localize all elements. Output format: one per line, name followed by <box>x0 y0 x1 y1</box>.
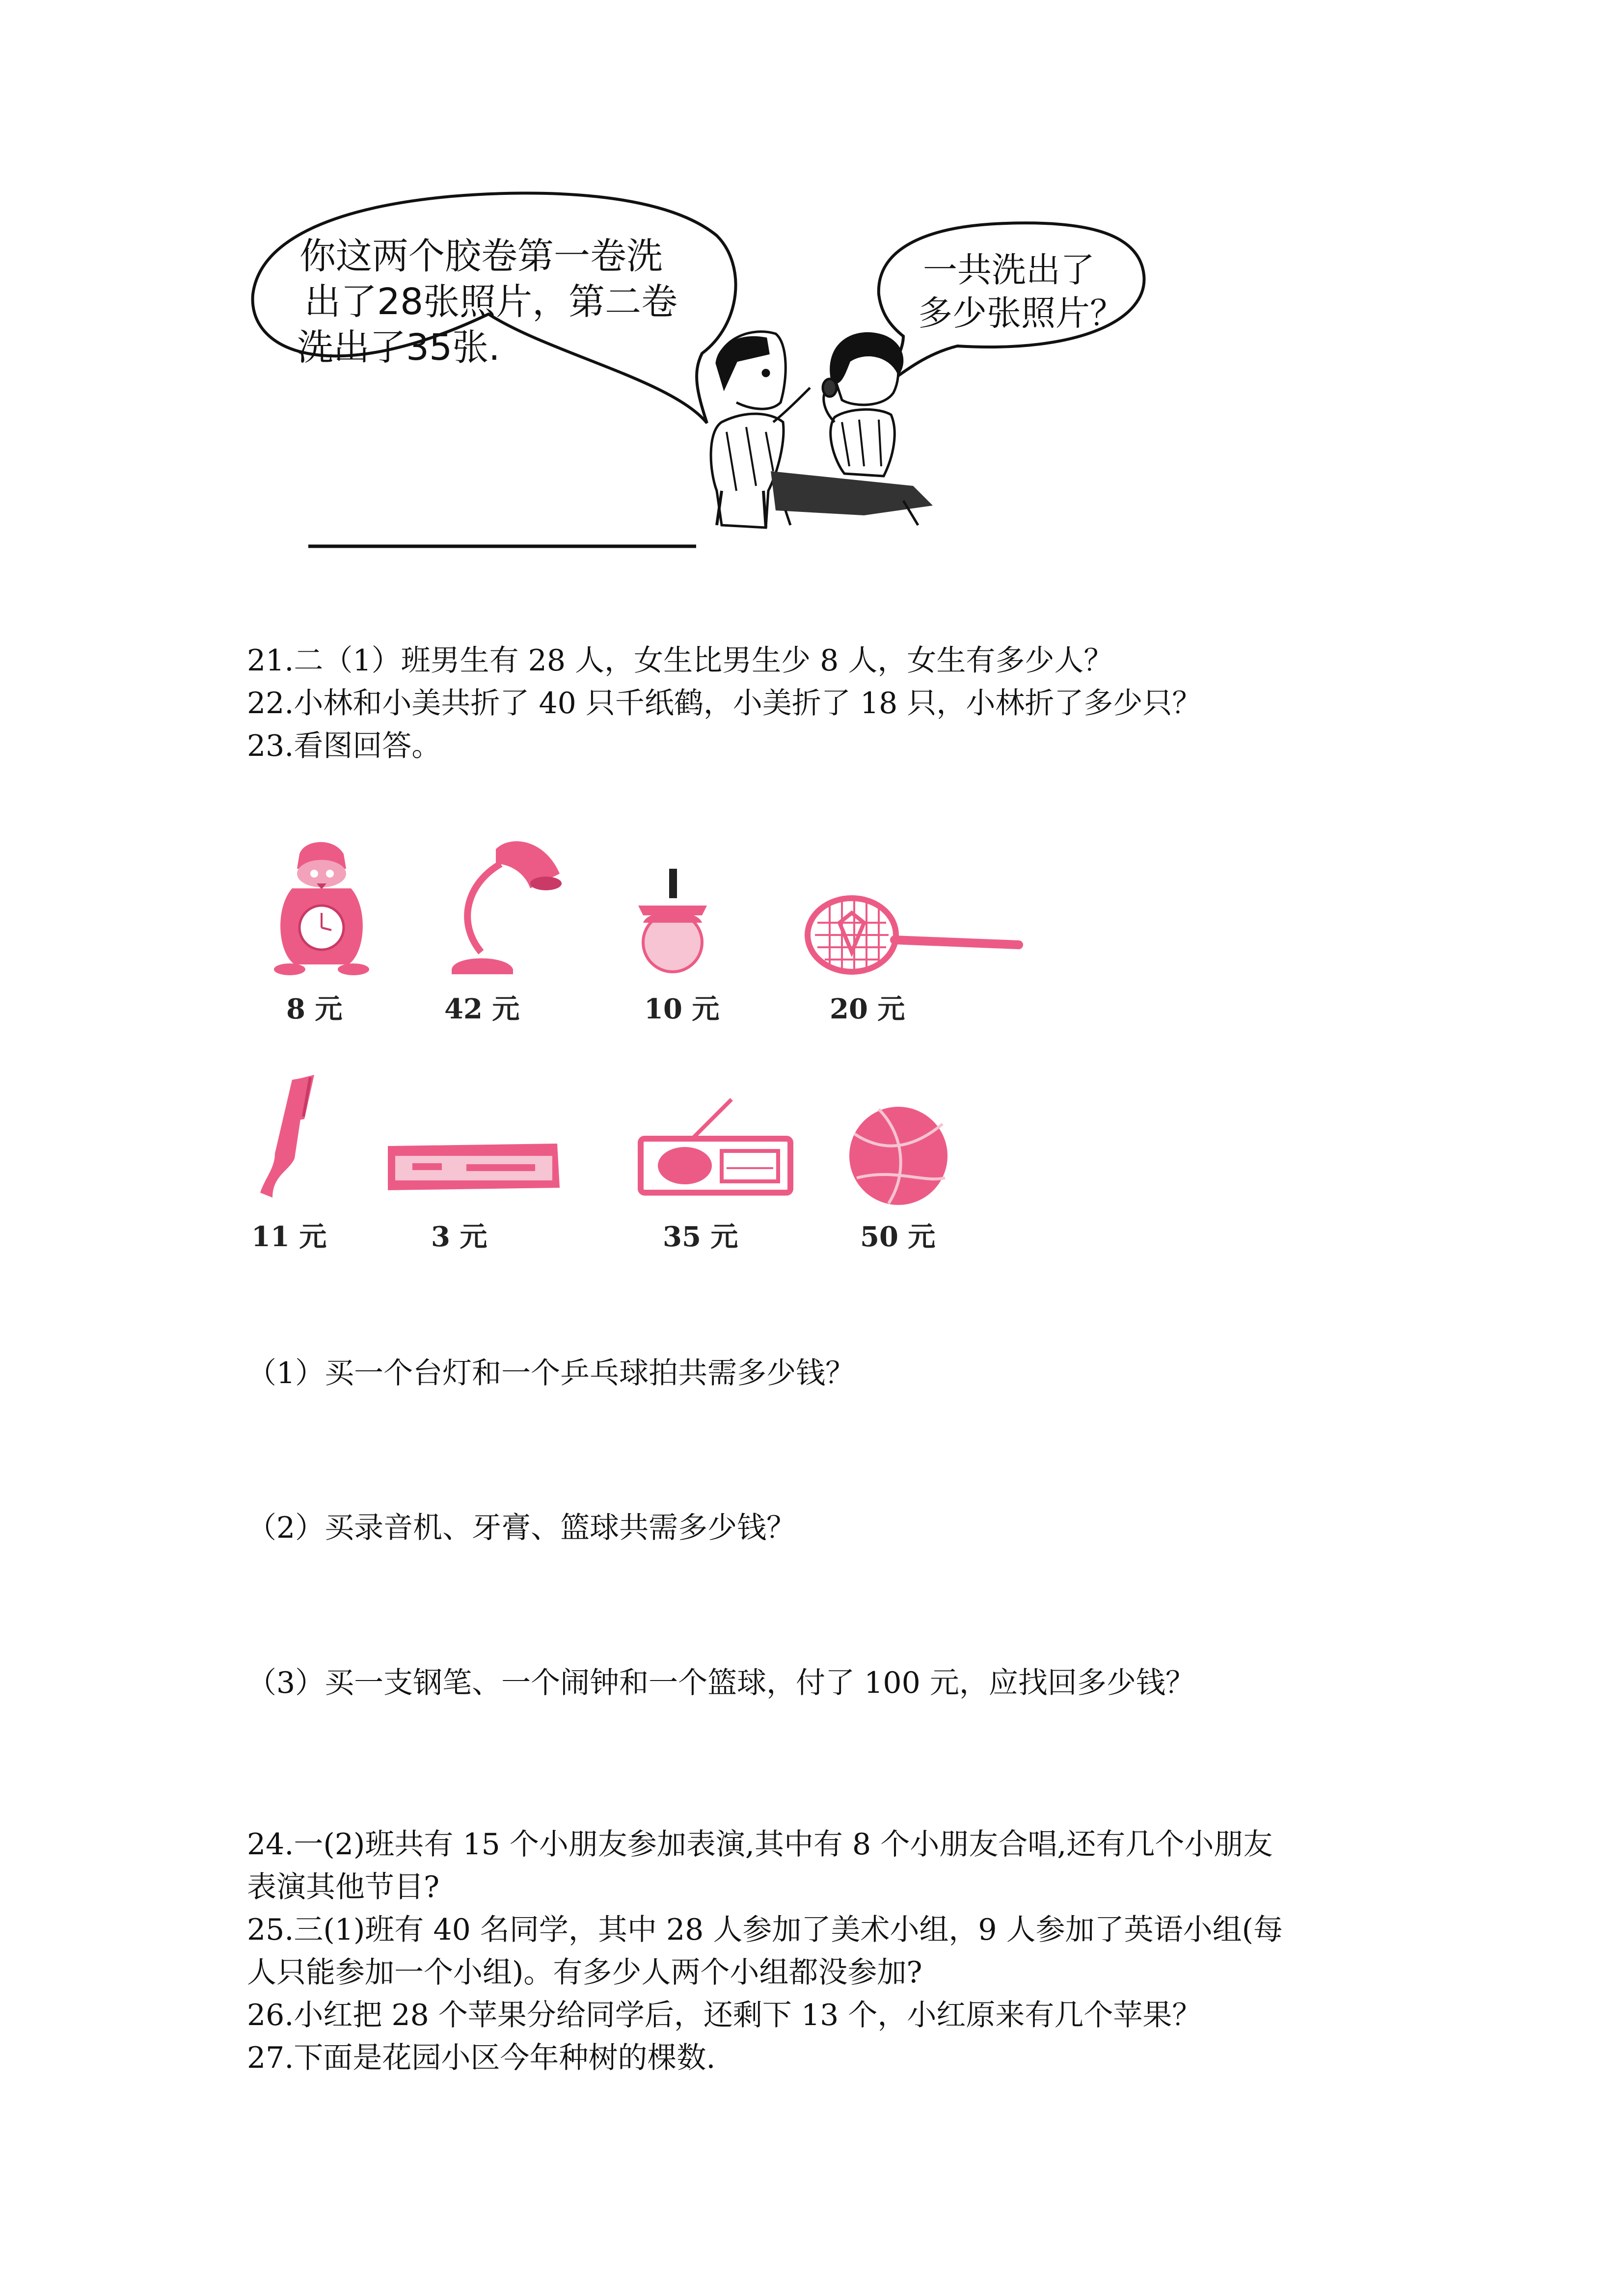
sub-question-3: （3）买一支钢笔、一个闹钟和一个篮球，付了 100 元，应找回多少钱？ <box>247 1666 1195 1700</box>
sub-question-1: （1）买一个台灯和一个乒乓球拍共需多少钱？ <box>247 1356 855 1390</box>
price-toothpaste: 3 元 <box>431 1221 487 1253</box>
price-desk-lamp: 42 元 <box>444 993 520 1025</box>
question-22: 22.小林和小美共折了 40 只千纸鹤，小美折了 18 只，小林折了多少只？ <box>247 686 1202 721</box>
question-24-line-1: 24.一(2)班共有 15 个小朋友参加表演,其中有 8 个小朋友合唱,还有几个小朋友 <box>247 1827 1273 1862</box>
badminton-racket-icon <box>808 898 1019 972</box>
boy-bubble-line-1: 你这两个胶卷第一卷洗 <box>299 235 663 277</box>
comic-drawing <box>0 0 1624 564</box>
item-pictures <box>0 810 1624 1276</box>
boy-bubble-line-2: 出了28张照片，第二卷 <box>304 281 678 323</box>
question-27: 27.下面是花园小区今年种树的棵数. <box>247 2041 716 2075</box>
question-26: 26.小红把 28 个苹果分给同学后，还剩下 13 个，小红原来有几个苹果？ <box>247 1998 1202 2032</box>
girl-figure <box>823 333 902 476</box>
toothpaste-icon <box>388 1144 560 1190</box>
radio-icon <box>641 1099 790 1193</box>
price-alarm-clock: 8 元 <box>286 993 343 1025</box>
question-23: 23.看图回答。 <box>247 729 441 763</box>
sub-question-2: （2）买录音机、牙膏、篮球共需多少钱？ <box>247 1511 796 1545</box>
question-21: 21.二（1）班男生有 28 人，女生比男生少 8 人，女生有多少人？ <box>247 643 1113 678</box>
alarm-clock-icon <box>274 842 369 975</box>
price-basketball: 50 元 <box>860 1221 936 1253</box>
ping-pong-paddle-icon <box>638 869 707 972</box>
pen-icon <box>260 1075 314 1198</box>
question-25-line-1: 25.三(1)班有 40 名同学，其中 28 人参加了美术小组，9 人参加了英语小组(每 <box>247 1913 1283 1947</box>
items-drawing <box>0 810 1624 1276</box>
comic-illustration <box>0 0 1624 564</box>
boy-bubble-line-3: 洗出了35张. <box>297 326 500 369</box>
question-25-line-2: 人只能参加一个小组)。有多少人两个小组都没参加? <box>247 1955 922 1990</box>
girl-bubble-line-1: 一共洗出了 <box>923 250 1095 290</box>
girl-bubble-line-2: 多少张照片？ <box>918 293 1124 333</box>
price-badminton-racket: 20 元 <box>830 993 905 1025</box>
price-ping-pong-paddle: 10 元 <box>644 993 720 1025</box>
desk-lamp-icon <box>452 841 562 974</box>
price-radio: 35 元 <box>663 1221 738 1253</box>
question-24-line-2: 表演其他节目? <box>247 1870 440 1904</box>
basketball-icon <box>849 1107 947 1205</box>
price-pen: 11 元 <box>251 1221 327 1253</box>
